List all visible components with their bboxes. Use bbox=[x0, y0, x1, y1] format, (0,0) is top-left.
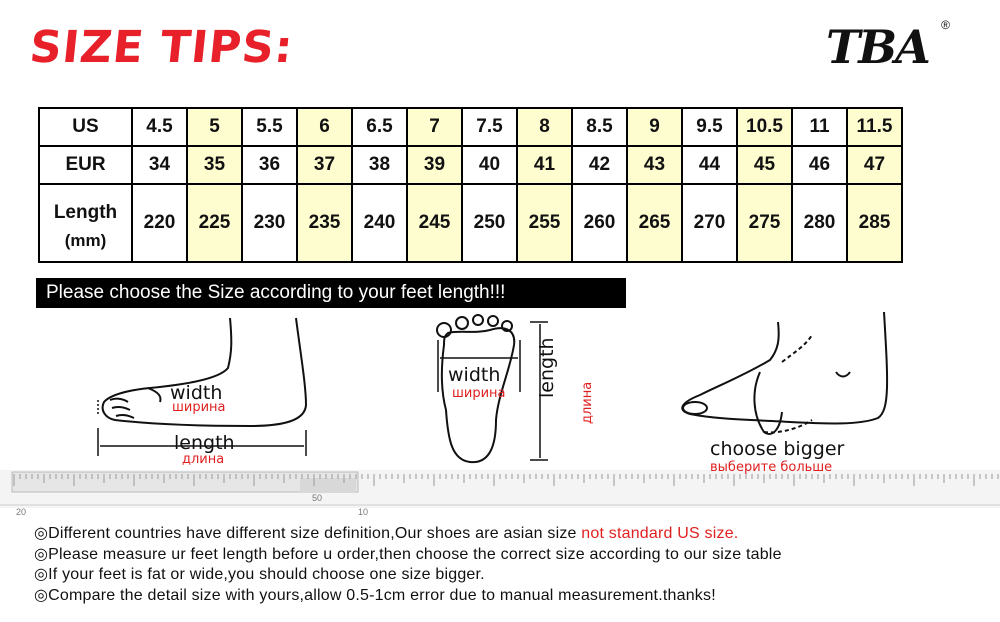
note-emphasis: not standard US size. bbox=[581, 525, 739, 542]
row-header-us: US bbox=[39, 108, 132, 146]
side-length-label: length bbox=[174, 432, 235, 454]
table-cell: 5 bbox=[187, 108, 242, 146]
table-cell: 41 bbox=[517, 146, 572, 184]
table-cell: 275 bbox=[737, 184, 792, 262]
table-cell: 8 bbox=[517, 108, 572, 146]
table-cell: 35 bbox=[187, 146, 242, 184]
table-cell: 230 bbox=[242, 184, 297, 262]
table-cell: 7.5 bbox=[462, 108, 517, 146]
choose-bigger-ru-label: выберите больше bbox=[710, 460, 833, 475]
side-length-ru-label: длина bbox=[182, 452, 225, 467]
table-cell: 265 bbox=[627, 184, 682, 262]
size-notes bbox=[34, 524, 984, 606]
length-label: Length bbox=[53, 202, 118, 223]
row-header-eur: EUR bbox=[39, 146, 132, 184]
table-cell: 39 bbox=[407, 146, 462, 184]
note-item bbox=[34, 524, 984, 545]
registered-mark: ® bbox=[941, 18, 950, 32]
note-item: ◎Please measure ur feet length before u order,then choose the correct size according to our size table bbox=[34, 545, 782, 563]
note-item: ◎Compare the detail size with yours,allow 0.5-1cm error due to manual measurement.thanks! bbox=[34, 586, 716, 604]
table-cell: 260 bbox=[572, 184, 627, 262]
table-cell: 4.5 bbox=[132, 108, 187, 146]
table-cell: 42 bbox=[572, 146, 627, 184]
table-cell: 36 bbox=[242, 146, 297, 184]
table-cell: 37 bbox=[297, 146, 352, 184]
ruler-label: 10 bbox=[358, 507, 369, 517]
side-width-ru-label: ширина bbox=[172, 400, 226, 415]
page-title: SIZE TIPS: bbox=[27, 22, 296, 73]
table-cell: 225 bbox=[187, 184, 242, 262]
table-cell: 38 bbox=[352, 146, 407, 184]
table-cell: 47 bbox=[847, 146, 902, 184]
table-cell: 46 bbox=[792, 146, 847, 184]
instruction-banner: Please choose the Size according to your feet length!!! bbox=[36, 278, 626, 308]
table-cell: 8.5 bbox=[572, 108, 627, 146]
table-cell: 43 bbox=[627, 146, 682, 184]
table-cell: 240 bbox=[352, 184, 407, 262]
table-cell: 7 bbox=[407, 108, 462, 146]
table-cell: 44 bbox=[682, 146, 737, 184]
table-cell: 220 bbox=[132, 184, 187, 262]
table-cell: 235 bbox=[297, 184, 352, 262]
table-cell: 10.5 bbox=[737, 108, 792, 146]
table-cell: 5.5 bbox=[242, 108, 297, 146]
logo-text: TBA bbox=[826, 20, 929, 74]
table-cell: 45 bbox=[737, 146, 792, 184]
choose-bigger-label: choose bigger bbox=[710, 438, 845, 460]
table-cell: 40 bbox=[462, 146, 517, 184]
length-unit: (mm) bbox=[64, 231, 107, 250]
table-cell: 11.5 bbox=[847, 108, 902, 146]
table-cell: 6 bbox=[297, 108, 352, 146]
table-cell: 9 bbox=[627, 108, 682, 146]
top-width-label: width bbox=[448, 364, 501, 386]
table-cell: 245 bbox=[407, 184, 462, 262]
top-length-ru-label: длина bbox=[580, 381, 595, 424]
measuring-ruler-icon bbox=[0, 470, 1000, 517]
side-width-label: width bbox=[170, 382, 223, 404]
top-length-label: length bbox=[536, 337, 558, 398]
table-cell: 250 bbox=[462, 184, 517, 262]
table-cell: 6.5 bbox=[352, 108, 407, 146]
table-cell: 285 bbox=[847, 184, 902, 262]
table-cell: 9.5 bbox=[682, 108, 737, 146]
table-cell: 11 bbox=[792, 108, 847, 146]
table-cell: 270 bbox=[682, 184, 737, 262]
foot-fitting-icon bbox=[682, 312, 887, 434]
table-cell: 280 bbox=[792, 184, 847, 262]
ruler-label: 20 bbox=[16, 507, 27, 517]
table-cell: 255 bbox=[517, 184, 572, 262]
note-item: ◎If your feet is fat or wide,you should choose one size bigger. bbox=[34, 566, 485, 583]
ruler-label: 50 bbox=[312, 493, 323, 503]
top-width-ru-label: ширина bbox=[452, 386, 506, 401]
note-text: ◎Different countries have different size definition,Our shoes are asian size bbox=[34, 525, 582, 542]
table-cell: 34 bbox=[132, 146, 187, 184]
